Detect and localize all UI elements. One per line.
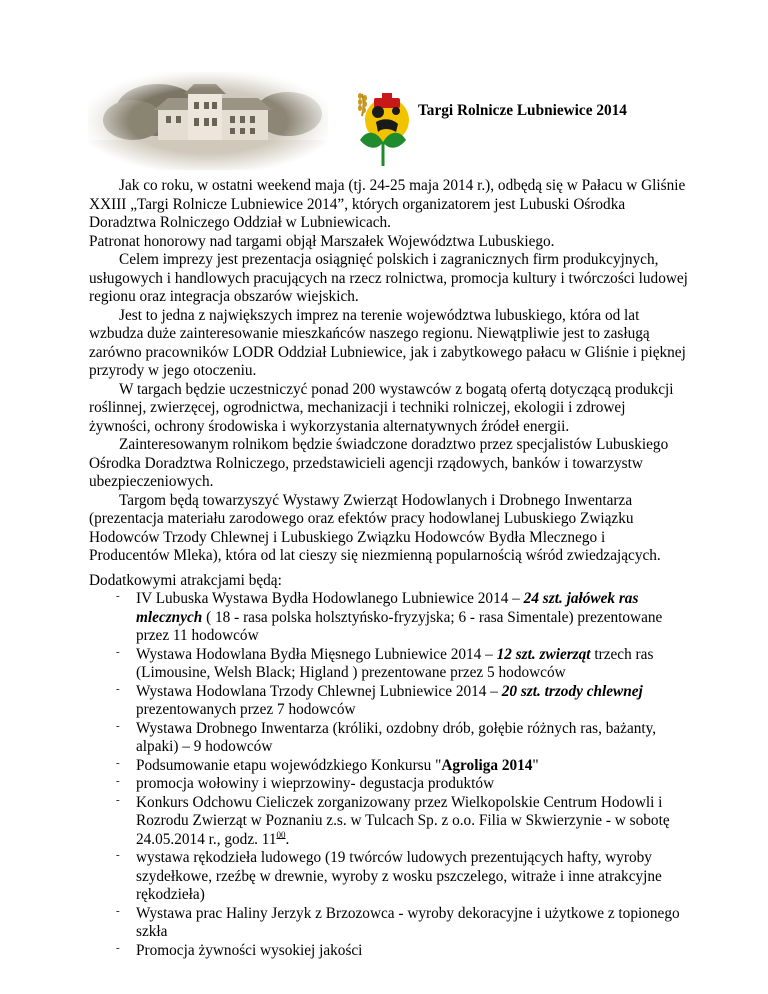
item-text: IV Lubuska Wystawa Bydła Hodowlanego Lubniewice 2014 – xyxy=(136,590,524,607)
item-text: ( 18 - rasa polska holsztyńsko-fryzyjska; 6 - rasa Simentale) prezentowane przez 11 hodowców xyxy=(136,608,663,644)
bullet-dash: - xyxy=(116,904,120,917)
item-text: Wystawa Hodowlana Bydła Mięsnego Lubniewice 2014 – xyxy=(136,645,497,663)
list-item xyxy=(89,683,689,720)
item-text: . xyxy=(285,830,290,848)
item-text: Podsumowanie etapu wojewódzkiego Konkursu " xyxy=(136,756,442,774)
intro-paragraph-2: Patronat honorowy nad targami objął Marszałek Województwa Lubuskiego. xyxy=(89,232,555,250)
item-text: promocja wołowiny i wieprzowiny- degustacja produktów xyxy=(136,775,495,792)
bullet-dash: - xyxy=(116,849,120,861)
list-item xyxy=(89,794,689,850)
attractions-list xyxy=(89,590,689,960)
list-item xyxy=(89,590,689,646)
item-text: Konkurs Odchowu Cieliczek zorganizowany przez Wielkopolskie Centrum Hodowli i Rozrodu Zwierząt w Poznaniu z.s. w Tulcach Sp. z o.o. Filia w Skwierzynie - w sobotę 24.05.2014 r., godz. 11 xyxy=(136,793,670,848)
header-title: Targi Rolnicze Lubniewice 2014 xyxy=(418,102,627,119)
intro-paragraph-6: Zainteresowanym rolnikom będzie świadczone doradztwo przez specjalistów Lubuskiego Ośrodka Doradztwa Rolniczego, przedstawicieli agencji rządowych, banków i towarzystw ubezpieczeniowych. xyxy=(89,436,669,490)
bullet-dash: - xyxy=(116,590,120,602)
item-highlight: 20 szt. trzody chlewnej xyxy=(501,682,643,700)
article-body xyxy=(89,177,689,960)
bullet-dash: - xyxy=(116,793,120,806)
bullet-dash: - xyxy=(116,775,120,787)
item-text: " xyxy=(532,756,539,774)
intro-paragraph-7: Targom będą towarzyszyć Wystawy Zwierząt Hodowlanych i Drobnego Inwentarza (prezentacja materiału zarodowego oraz efektów pracy hodowlanej Lubuskiego Związku Hodowców Trzody Chlewnej i Lubuskiego Związku Hodowców Bydła Mlecznego i Producentów Mleka), która od lat cieszy się niezmienną popularnością wśród zwiedzających. xyxy=(89,491,661,564)
time-superscript: 00 xyxy=(276,829,286,840)
item-highlight: Agroliga 2014 xyxy=(441,756,533,774)
list-item xyxy=(89,757,689,776)
bullet-dash: - xyxy=(116,941,120,954)
item-highlight: 12 szt. zwierząt xyxy=(496,645,591,663)
item-text: Wystawa Hodowlana Trzody Chlewnej Lubniewice 2014 – xyxy=(136,682,502,700)
item-text: Wystawa prac Haliny Jerzyk z Brzozowca - wyroby dekoracyjne i użytkowe z topionego szkła xyxy=(136,904,680,940)
bullet-dash: - xyxy=(116,719,120,732)
item-text: Promocja żywności wysokiej jakości xyxy=(136,941,363,959)
intro-paragraph-3: Celem imprezy jest prezentacja osiągnięć polskich i zagranicznych firm produkcyjnych, usługowych i handlowych pracujących na rzecz rolnictwa, promocja kultury i twórczości ludowej regionu oraz integracja obszarów wiejskich. xyxy=(89,251,688,305)
item-text: Wystawa Drobnego Inwentarza (króliki, ozdobny drób, gołębie różnych ras, bażanty, alpaki) – 9 hodowców xyxy=(136,719,657,755)
item-text: wystawa rękodzieła ludowego (19 twórców ludowych prezentujących hafty, wyroby szydełkowe, rzeźbę w drewnie, wyroby z wosku pszczelego, witraże i inne atrakcyjne rękodzieła) xyxy=(136,849,662,903)
bullet-dash: - xyxy=(116,682,120,695)
list-item xyxy=(89,720,689,757)
item-text: prezentowanych przez 7 hodowców xyxy=(136,701,356,718)
intro-paragraph-1: Jak co roku, w ostatni weekend maja (tj. 24-25 maja 2014 r.), odbędą się w Pałacu w Gliśnie XXIII „Targi Rolnicze Lubniewice 2014”, których organizatorem jest Lubuski Ośrodka Doradztwa Rolniczego Oddział w Lubniewicach. xyxy=(89,177,686,231)
fair-logo xyxy=(352,84,414,168)
palace-photo xyxy=(88,72,328,170)
list-item xyxy=(89,905,689,942)
bullet-dash: - xyxy=(116,645,120,658)
item-text: trzech ras (Limousine, Welsh Black; Higland ) prezentowane przez 5 hodowców xyxy=(136,645,654,681)
bullet-dash: - xyxy=(116,756,120,769)
item-highlight: 24 szt. jałówek ras mlecznych xyxy=(136,590,639,626)
list-item xyxy=(89,646,689,683)
list-item xyxy=(89,849,689,905)
header xyxy=(88,72,688,172)
attractions-lead: Dodatkowymi atrakcjami będą: xyxy=(89,571,282,589)
list-item xyxy=(89,942,689,961)
intro-paragraph-4: Jest to jedna z największych imprez na terenie województwa lubuskiego, która od lat wzbudza duże zainteresowanie mieszkańców naszego regionu. Niewątpliwie jest to zasługą zarówno pracowników LODR Oddział Lubniewice, jak i zabytkowego pałacu w Gliśnie i pięknej przyrody w jego otoczeniu. xyxy=(89,306,686,379)
list-item xyxy=(89,775,689,794)
intro-paragraph-5: W targach będzie uczestniczyć ponad 200 wystawców z bogatą ofertą dotyczącą produkcji roślinnej, zwierzęcej, ogrodnictwa, mechanizacji i techniki rolniczej, ekologii i zdrowej żywności, ochrony środowiska i wykorzystania alternatywnych źródeł energii. xyxy=(89,380,674,435)
